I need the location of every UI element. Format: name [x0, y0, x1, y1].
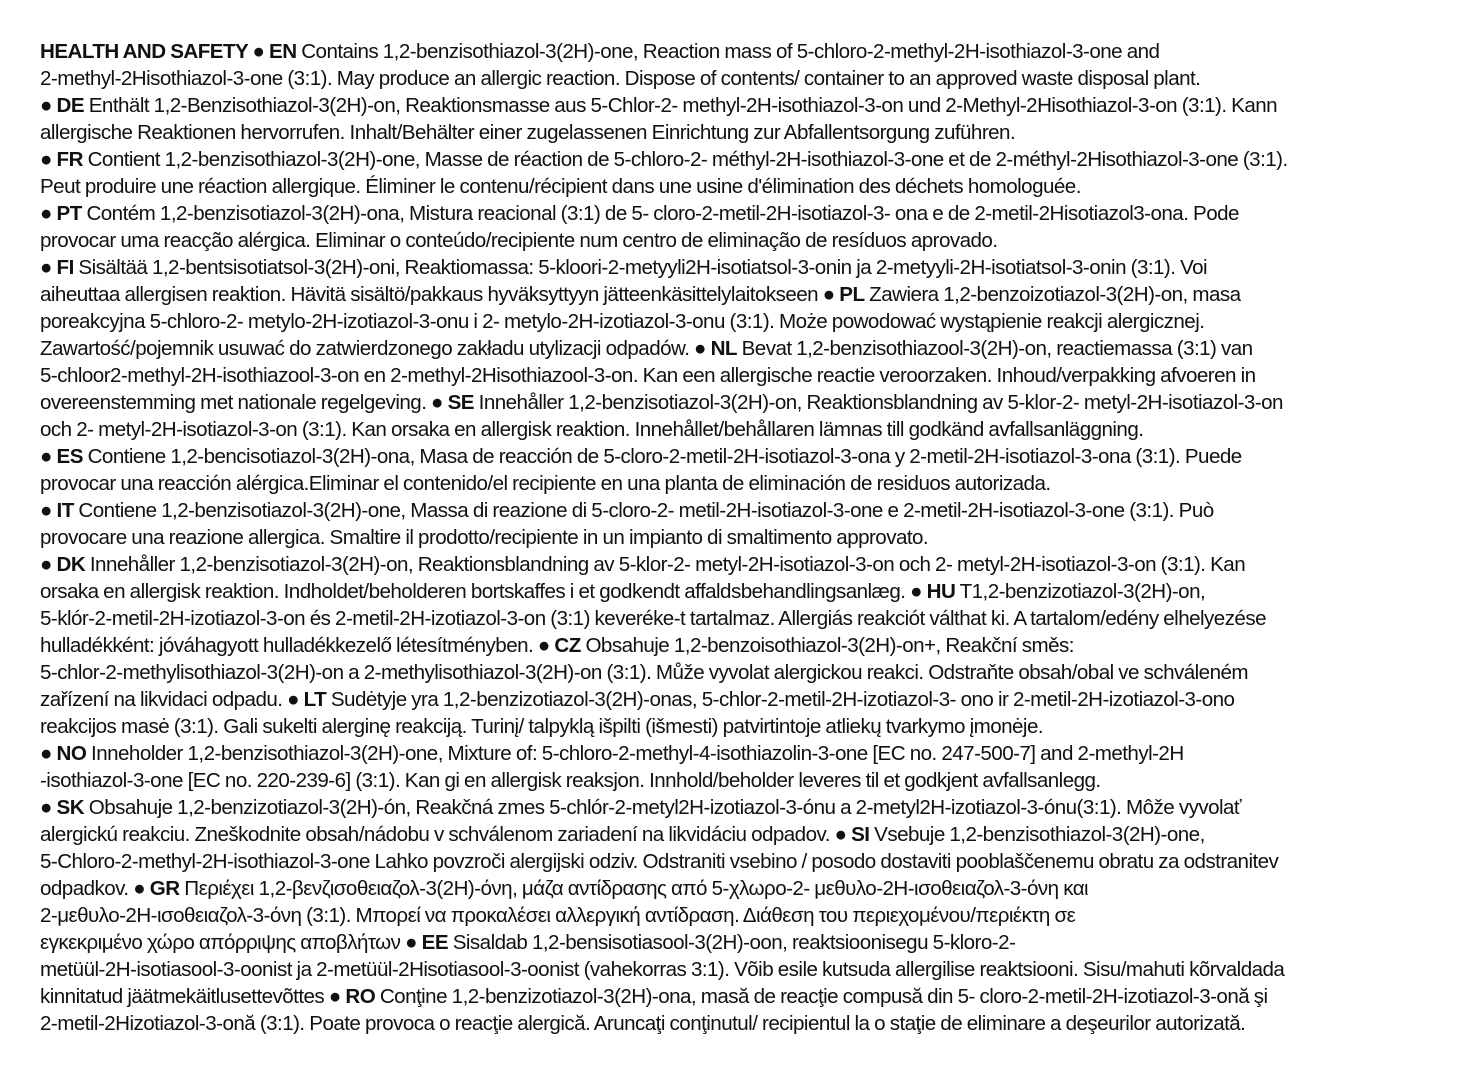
text-run: allergische Reaktionen hervorrufen. Inhalt/Behälter einer zugelassenen Einrichtung zur Abfallentsorgung zuführen.: [40, 121, 1016, 144]
section-heading: ● FR: [40, 148, 83, 171]
text-line: [40, 605, 1440, 632]
text-run: zařízení na likvidaci odpadu.: [40, 688, 288, 711]
text-line: [40, 146, 1440, 173]
text-line: [40, 362, 1440, 389]
text-run: T1,2-benzizotiazol-3(2H)-on,: [955, 580, 1206, 603]
text-run: Sisaldab 1,2-bensisotiasool-3(2H)-oon, reaktsioonisegu 5-kloro-2-: [448, 931, 1016, 954]
text-line: [40, 848, 1440, 875]
text-run: 5-chlor-2-methylisothiazol-3(2H)-on a 2-methylisothiazol-3(2H)-on (3:1). Může vyvolat alergickou reakci. Odstraňte obsah/obal ve schváleném: [40, 661, 1248, 684]
text-line: [40, 983, 1440, 1010]
text-run: 2-metil-2Hizotiazol-3-onă (3:1). Poate provoca o reacţie alergică. Aruncaţi conţinutul/ recipientul la o staţie de eliminare a deşeurilor autorizată.: [40, 1012, 1246, 1035]
text-run: Zawartość/pojemnik usuwać do zatwierdzonego zakładu utylizacji odpadów.: [40, 337, 695, 360]
text-run: provocar una reacción alérgica.Eliminar el contenido/el recipiente en una planta de eliminación de residuos autorizada.: [40, 472, 1051, 495]
section-heading: ● SE: [431, 391, 474, 414]
text-run: kinnitatud jäätmekäitlusettevõttes: [40, 985, 329, 1008]
text-line: [40, 308, 1440, 335]
text-line: [40, 713, 1440, 740]
text-run: 5-Chloro-2-methyl-2H-isothiazol-3-one Lahko povzroči alergijski odziv. Odstraniti vsebino / posodo dostaviti pooblaščenemu obratu za odstranitev: [40, 850, 1279, 873]
text-run: och 2- metyl-2H-isotiazol-3-on (3:1). Kan orsaka en allergisk reaktion. Innehållet/behållaren lämnas till godkänd avfallsanläggning.: [40, 418, 1144, 441]
health-and-safety-text: [40, 38, 1440, 1037]
text-run: metüül-2H-isotiasool-3-oonist ja 2-metüül-2Hisotiasool-3-oonist (vahekorras 3:1). Võib esile kutsuda allergilise reaktsiooni. Sisu/mahuti kõrvaldada: [40, 958, 1285, 981]
text-line: [40, 1010, 1440, 1037]
text-run: 2-methyl-2Hisothiazol-3-one (3:1). May produce an allergic reaction. Dispose of contents/ container to an approved waste disposal plant.: [40, 67, 1201, 90]
text-run: Zawiera 1,2-benzoizotiazol-3(2H)-on, masa: [864, 283, 1241, 306]
text-line: [40, 821, 1440, 848]
text-run: Contient 1,2-benzisothiazol-3(2H)-one, Masse de réaction de 5-chloro-2- méthyl-2H-isothiazol-3-one et de 2-méthyl-2Hisothiazol-3-one (3:1).: [82, 148, 1288, 171]
text-line: [40, 389, 1440, 416]
text-run: εγκεκριμένο χώρο απόρριψης αποβλήτων: [40, 931, 406, 954]
text-run: Obsahuje 1,2-benzoisothiazol-3(2H)-on+, Reakční směs:: [580, 634, 1074, 657]
text-run: overeenstemming met nationale regelgeving.: [40, 391, 432, 414]
text-run: 5-klór-2-metil-2H-izotiazol-3-on és 2-metil-2H-izotiazol-3-on (3:1) keveréke-t tartalmaz. Allergiás reakciót válthat ki. A tartalom/edény elhelyezése: [40, 607, 1266, 630]
section-heading: HEALTH AND SAFETY ● EN: [40, 40, 297, 63]
text-run: Contiene 1,2-bencisotiazol-3(2H)-ona, Masa de reacción de 5-cloro-2-metil-2H-isotiazol-3-ona y 2-metil-2H-isotiazol-3-ona (3:1). Puede: [82, 445, 1242, 468]
text-run: Contém 1,2-benzisotiazol-3(2H)-ona, Mistura reacional (3:1) de 5- cloro-2-metil-2H-isotiazol-3- ona e de 2-metil-2Hisotiazol3-ona. Pode: [81, 202, 1239, 225]
text-line: [40, 335, 1440, 362]
text-line: [40, 632, 1440, 659]
text-line: [40, 416, 1440, 443]
text-run: 2-μεθυλο-2Η-ισοθειαζολ-3-όνη (3:1). Μπορεί να προκαλέσει αλλεργική αντίδραση. Διάθεση του περιεχομένου/περιέκτη σε: [40, 904, 1076, 927]
text-run: Innehåller 1,2-benzisotiazol-3(2H)-on, Reaktionsblandning av 5-klor-2- metyl-2H-isotiazol-3-on och 2- metyl-2H-isotiazol-3-on (3:1). Kan: [85, 553, 1246, 576]
text-line: [40, 875, 1440, 902]
text-line: [40, 173, 1440, 200]
text-run: Sisältää 1,2-bentsisotiatsol-3(2H)-oni, Reaktiomassa: 5-kloori-2-metyyli2H-isotiatsol-3-onin ja 2-metyyli-2H-isotiatsol-3-onin (3:1). Voi: [73, 256, 1208, 279]
text-run: Vsebuje 1,2-benzisothiazol-3(2H)-one,: [869, 823, 1205, 846]
text-line: [40, 956, 1440, 983]
text-line: [40, 767, 1440, 794]
section-heading: ● NL: [694, 337, 737, 360]
section-heading: ● SK: [40, 796, 85, 819]
text-line: [40, 524, 1440, 551]
text-run: Obsahuje 1,2-benzizotiazol-3(2H)-ón, Reakčná zmes 5-chlór-2-metyl2H-izotiazol-3-ónu a 2-metyl2H-izotiazol-3-ónu(3:1). Môže vyvolať: [84, 796, 1242, 819]
text-run: hulladékként: jóváhagyott hulladékkezelő létesítményben.: [40, 634, 538, 657]
text-run: poreakcyjna 5-chloro-2- metylo-2H-izotiazol-3-onu i 2- metylo-2H-izotiazol-3-onu (3:1). Może powodować wystąpienie reakcji alergicznej.: [40, 310, 1205, 333]
text-line: [40, 497, 1440, 524]
text-run: aiheuttaa allergisen reaktion. Hävitä sisältö/pakkaus hyväksyttyyn jätteenkäsittelylaitokseen: [40, 283, 823, 306]
section-heading: ● CZ: [537, 634, 581, 657]
text-line: [40, 929, 1440, 956]
text-run: orsaka en allergisk reaktion. Indholdet/beholderen bortskaffes i et godkendt affaldsbehandlingsanlæg.: [40, 580, 911, 603]
text-run: Peut produire une réaction allergique. Éliminer le contenu/récipient dans une usine d'élimination des déchets homologuée.: [40, 175, 1081, 198]
text-line: [40, 254, 1440, 281]
section-heading: ● PT: [40, 202, 82, 225]
text-run: -isothiazol-3-one [EC no. 220-239-6] (3:1). Kan gi en allergisk reaksjon. Innhold/beholder leveres til et godkjent avfallsanlegg.: [40, 769, 1101, 792]
section-heading: ● HU: [910, 580, 956, 603]
text-run: provocare una reazione allergica. Smaltire il prodotto/recipiente in un impianto di smaltimento approvato.: [40, 526, 929, 549]
text-line: [40, 200, 1440, 227]
text-line: [40, 38, 1440, 65]
text-run: Innehåller 1,2-benzisotiazol-3(2H)-on, Reaktionsblandning av 5-klor-2- metyl-2H-isotiazol-3-on: [473, 391, 1283, 414]
text-run: Enthält 1,2-Benzisothiazol-3(2H)-on, Reaktionsmasse aus 5-Chlor-2- methyl-2H-isothiazol-3-on und 2-Methyl-2Hisothiazol-3-on (3:1). Kann: [84, 94, 1278, 117]
section-heading: ● IT: [40, 499, 74, 522]
section-heading: ● LT: [287, 688, 327, 711]
section-heading: ● EE: [405, 931, 449, 954]
text-line: [40, 281, 1440, 308]
text-line: [40, 740, 1440, 767]
text-run: Περιέχει 1,2-βενζισοθειαζολ-3(2Η)-όνη, μάζα αντίδρασης από 5-χλωρο-2- μεθυλο-2Η-ισοθειαζολ-3-όνη και: [179, 877, 1089, 900]
text-run: Contains 1,2-benzisothiazol-3(2H)-one, Reaction mass of 5-chloro-2-methyl-2H-isothiazol-3-one and: [296, 40, 1160, 63]
section-heading: ● RO: [328, 985, 376, 1008]
section-heading: ● SI: [834, 823, 870, 846]
text-run: Inneholder 1,2-benzisothiazol-3(2H)-one, Mixture of: 5-chloro-2-methyl-4-isothiazolin-3-one [EC no. 247-500-7] and 2-methyl-2H: [86, 742, 1184, 765]
text-run: provocar uma reacção alérgica. Eliminar o conteúdo/recipiente num centro de eliminação de resíduos aprovado.: [40, 229, 998, 252]
text-line: [40, 686, 1440, 713]
section-heading: ● GR: [133, 877, 180, 900]
section-heading: ● ES: [40, 445, 83, 468]
text-run: 5-chloor2-methyl-2H-isothiazool-3-on en 2-methyl-2Hisothiazool-3-on. Kan een allergische reactie veroorzaken. Inhoud/verpakking afvoeren in: [40, 364, 1256, 387]
section-heading: ● PL: [822, 283, 865, 306]
text-line: [40, 119, 1440, 146]
text-line: [40, 92, 1440, 119]
text-run: reakcijos masė (3:1). Gali sukelti alerginę reakciją. Turinį/ talpyklą išpilti (išmesti) patvirtintoje atliekų tvarkymo įmonėje.: [40, 715, 1044, 738]
section-heading: ● NO: [40, 742, 87, 765]
text-line: [40, 470, 1440, 497]
text-line: [40, 659, 1440, 686]
text-line: [40, 794, 1440, 821]
text-run: Sudėtyje yra 1,2-benzizotiazol-3(2H)-onas, 5-chlor-2-metil-2H-izotiazol-3- ono ir 2-metil-2H-izotiazol-3-ono: [326, 688, 1235, 711]
section-heading: ● DE: [40, 94, 85, 117]
text-line: [40, 551, 1440, 578]
text-line: [40, 443, 1440, 470]
section-heading: ● FI: [40, 256, 74, 279]
text-line: [40, 902, 1440, 929]
text-run: odpadkov.: [40, 877, 134, 900]
text-line: [40, 227, 1440, 254]
text-line: [40, 578, 1440, 605]
text-run: Conţine 1,2-benzizotiazol-3(2H)-ona, masă de reacţie compusă din 5- cloro-2-metil-2H-izotiazol-3-onă şi: [375, 985, 1268, 1008]
text-line: [40, 65, 1440, 92]
text-run: alergickú reakciu. Zneškodnite obsah/nádobu v schválenom zariadení na likvidáciu odpadov.: [40, 823, 835, 846]
section-heading: ● DK: [40, 553, 86, 576]
text-run: Bevat 1,2-benzisothiazool-3(2H)-on, reactiemassa (3:1) van: [736, 337, 1253, 360]
text-run: Contiene 1,2-benzisotiazol-3(2H)-one, Massa di reazione di 5-cloro-2- metil-2H-isotiazol-3-one e 2-metil-2H-isotiazol-3-one (3:1). Può: [73, 499, 1214, 522]
